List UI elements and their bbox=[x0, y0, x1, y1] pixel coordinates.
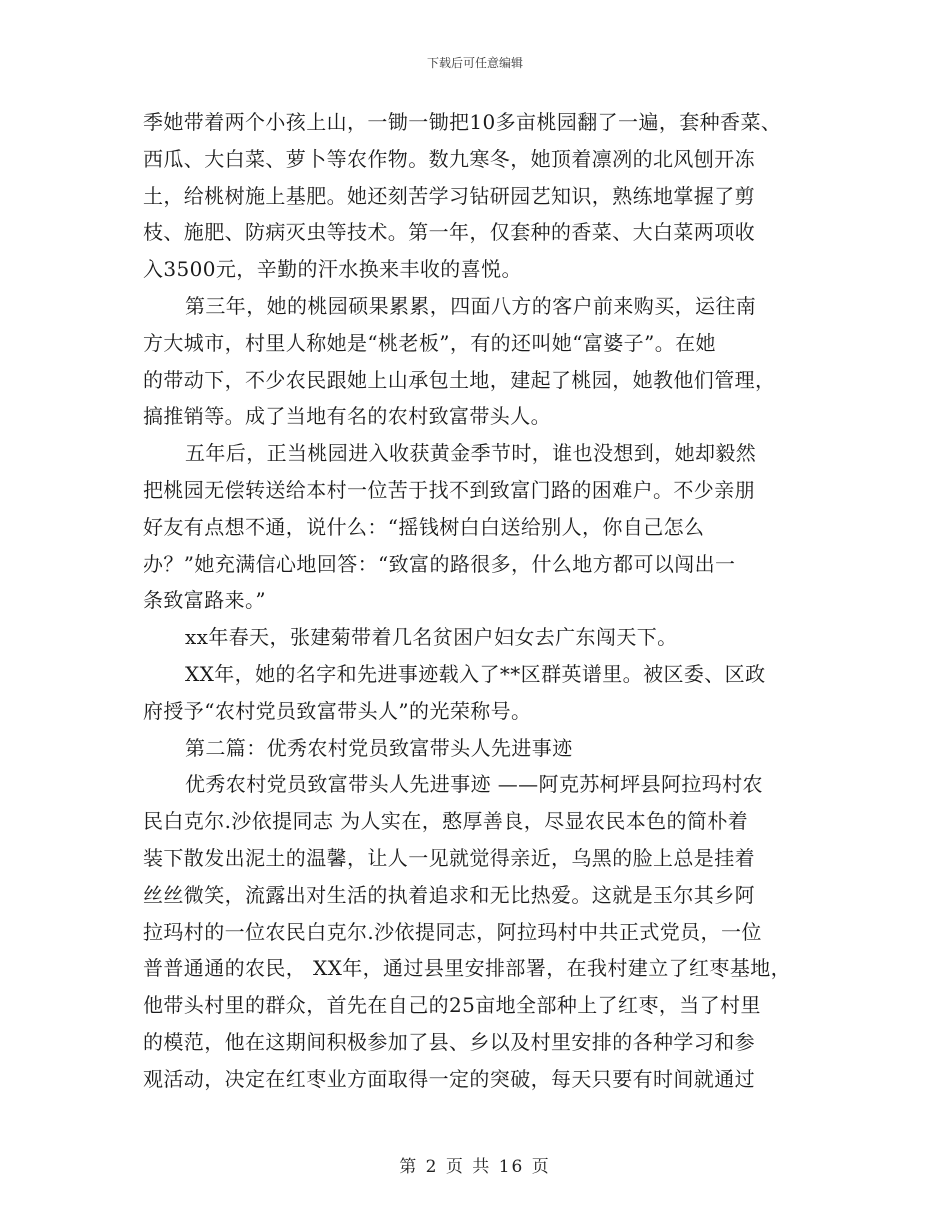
text-line: 观活动，决定在红枣业方面取得一定的突破，每天只要有时间就通过 bbox=[143, 1066, 755, 1091]
paragraph-start-line: XX年，她的名字和先进事迹载入了**区群英谱里。被区委、区政 bbox=[185, 661, 766, 686]
text-line: 西瓜、大白菜、萝卜等农作物。数九寒冬，她顶着凛冽的北风刨开冻 bbox=[143, 146, 755, 171]
paragraph-start-line: xx年春天，张建菊带着几名贫困户妇女去广东闯天下。 bbox=[185, 625, 678, 650]
text-line: 民白克尔.沙依提同志 为人实在，憨厚善良，尽显农民本色的简朴着 bbox=[143, 809, 749, 834]
text-line: 普普通通的农民， XX年，通过县里安排部署，在我村建立了红枣基地， bbox=[143, 956, 792, 981]
text-line: 季她带着两个小孩上山，一锄一锄把10多亩桃园翻了一遍，套种香菜、 bbox=[143, 110, 782, 134]
section-heading: 第二篇：优秀农村党员致富带头人先进事迹 bbox=[185, 735, 573, 760]
page-number-footer: 第 2 页 共 16 页 bbox=[399, 1157, 551, 1177]
text-line: 搞推销等。成了当地有名的农村致富带头人。 bbox=[143, 404, 551, 429]
text-line: 枝、施肥、防病灭虫等技术。第一年，仅套种的香菜、大白菜两项收 bbox=[143, 220, 755, 245]
text-line: 丝丝微笑，流露出对生活的执着追求和无比热爱。这就是玉尔其乡阿 bbox=[143, 882, 755, 907]
text-line: 府授予“农村党员致富带头人”的光荣称号。 bbox=[143, 698, 532, 723]
document-body bbox=[143, 104, 813, 1098]
text-line: 办？”她充满信心地回答：“致富的路很多，什么地方都可以闯出一 bbox=[143, 551, 736, 576]
text-line: 条致富路来。” bbox=[143, 588, 267, 613]
paragraph-start-line: 优秀农村党员致富带头人先进事迹 ——阿克苏柯坪县阿拉玛村农 bbox=[185, 772, 763, 797]
text-line: 土，给桃树施上基肥。她还刻苦学习钻研园艺知识，熟练地掌握了剪 bbox=[143, 183, 755, 208]
text-line: 他带头村里的群众，首先在自己的25亩地全部种上了红枣，当了村里 bbox=[143, 993, 761, 1018]
paragraph-start-line: 第三年，她的桃园硕果累累，四面八方的客户前来购买，运往南 bbox=[185, 293, 757, 318]
paragraph-start-line: 五年后，正当桃园进入收获黄金季节时，谁也没想到，她却毅然 bbox=[185, 441, 757, 466]
text-line: 拉玛村的一位农民白克尔.沙依提同志，阿拉玛村中共正式党员，一位 bbox=[143, 919, 762, 944]
text-line: 的带动下，不少农民跟她上山承包土地，建起了桃园，她教他们管理， bbox=[143, 367, 776, 392]
text-line: 的模范，他在这期间积极参加了县、乡以及村里安排的各种学习和参 bbox=[143, 1029, 755, 1054]
text-line: 装下散发出泥土的温馨，让人一见就觉得亲近，乌黑的脸上总是挂着 bbox=[143, 845, 755, 870]
text-line: 把桃园无偿转送给本村一位苦于找不到致富门路的困难户。不少亲朋 bbox=[143, 477, 755, 502]
text-line: 好友有点想不通，说什么：“摇钱树白白送给别人，你自己怎么 bbox=[143, 514, 705, 539]
text-line: 入3500元，辛勤的汗水换来丰收的喜悦。 bbox=[143, 257, 522, 282]
text-line: 方大城市，村里人称她是“桃老板”，有的还叫她“富婆子”。在她 bbox=[143, 330, 716, 355]
page-header: 下载后可任意编辑 bbox=[426, 56, 523, 70]
